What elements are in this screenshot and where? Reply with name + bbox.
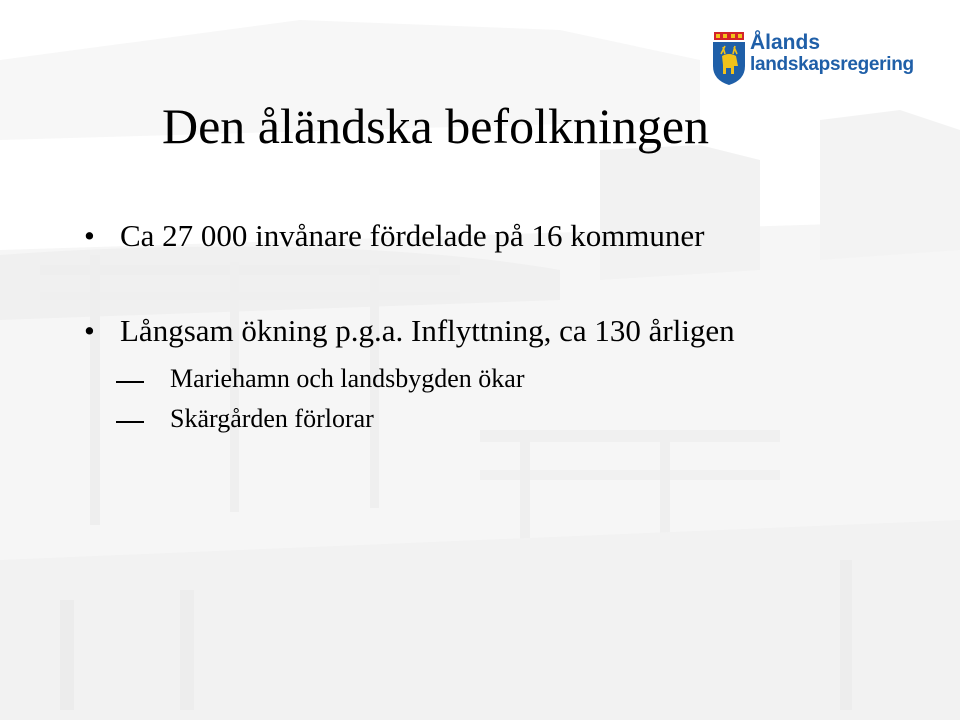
sub-bullet-dash <box>116 381 144 383</box>
sub-bullet-dash <box>116 421 144 423</box>
sub-bullet-item <box>170 364 525 394</box>
logo-line-1: Ålands <box>750 31 821 54</box>
logo-line-2: landskapsregering <box>750 54 914 75</box>
slide-title: Den åländska befolkningen <box>162 98 710 154</box>
bullet-text: Långsam ökning p.g.a. Inflyttning, ca 130 årligen <box>120 313 735 348</box>
bullet-dot: • <box>84 313 95 348</box>
bullet-item <box>84 313 735 349</box>
sub-bullet-text: Skärgården förlorar <box>170 404 374 433</box>
bullet-item <box>84 218 705 254</box>
bullet-dot: • <box>84 218 95 253</box>
sub-bullet-text: Mariehamn och landsbygden ökar <box>170 364 525 393</box>
aland-government-logo <box>712 30 926 88</box>
logo-wordmark <box>750 32 914 76</box>
sub-bullet-item <box>170 404 374 434</box>
bullet-text: Ca 27 000 invånare fördelade på 16 kommuner <box>120 218 705 253</box>
aland-coat-of-arms-icon <box>712 32 746 86</box>
